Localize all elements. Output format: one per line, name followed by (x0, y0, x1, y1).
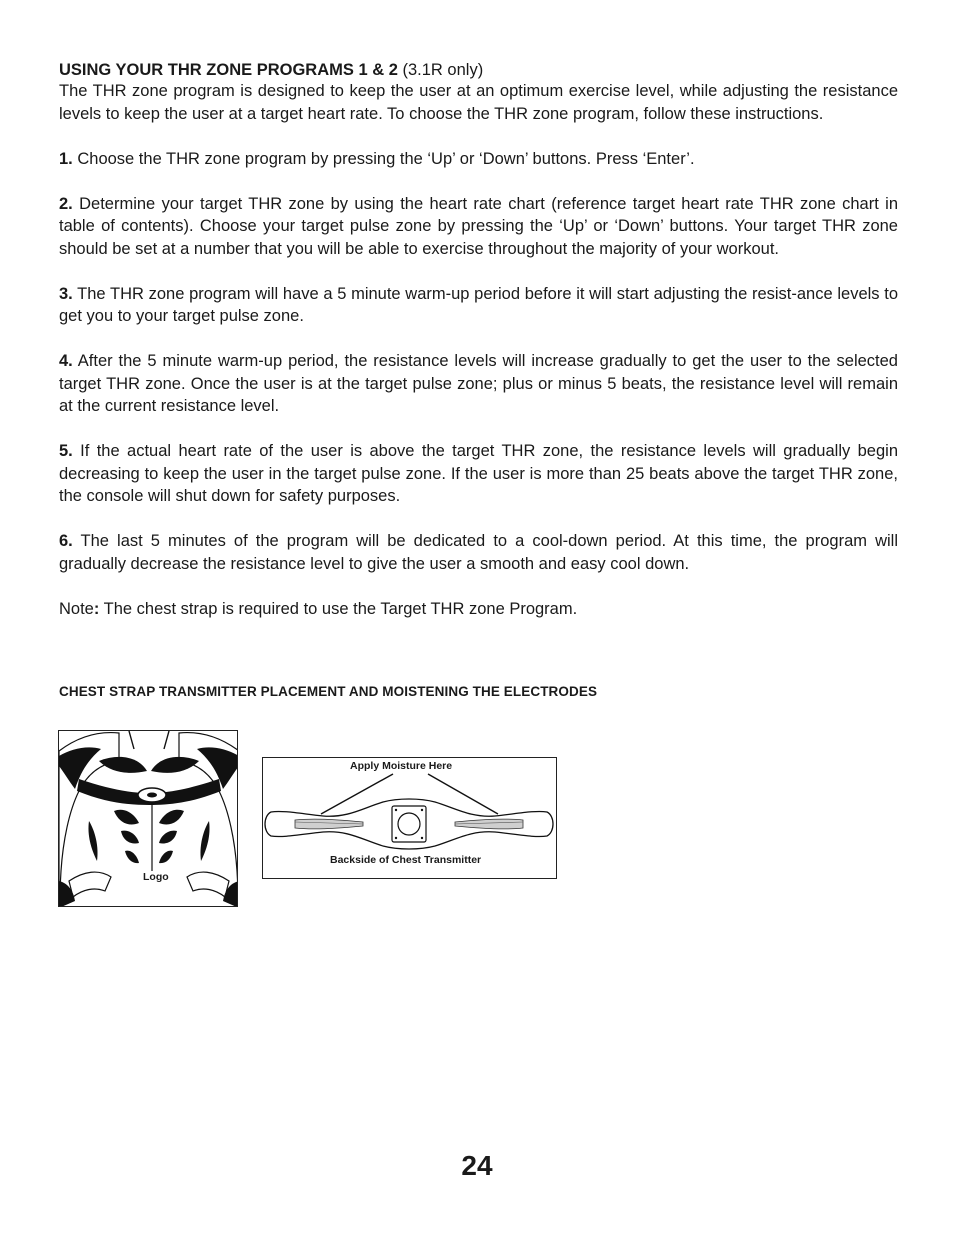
step-6 (59, 530, 898, 575)
apply-moisture-label: Apply Moisture Here (350, 760, 453, 772)
chest-strap-subheading: CHEST STRAP TRANSMITTER PLACEMENT AND MOISTENING THE ELECTRODES (59, 684, 598, 699)
step-text: The last 5 minutes of the program will be dedicated to a cool-down period. At this time, the program will gradually decrease the resistance level to give the user a smooth and easy cool down. (59, 532, 898, 573)
step-number: 5. (59, 442, 73, 460)
section-heading (59, 60, 898, 80)
note-colon: : (93, 599, 100, 618)
transmitter-figure (262, 757, 557, 879)
note-label: Note (59, 599, 94, 618)
step-text: Choose the THR zone program by pressing the ‘Up’ or ‘Down’ buttons. Press ‘Enter’. (72, 149, 695, 168)
logo-label: Logo (143, 871, 169, 883)
step-text: If the actual heart rate of the user is above the target THR zone, the resistance levels will gradually begin decreasing to keep the user in the target pulse zone. If the user is more than 25 beats above the target THR zone, the console will shut down for safety purposes. (59, 442, 898, 505)
section-title-suffix: (3.1R only) (397, 61, 484, 79)
intro-paragraph: The THR zone program is designed to keep the user at an optimum exercise level, while adjusting the resistance levels to keep the user at a target heart rate. To choose the THR zone program, follow these instructions. (59, 82, 898, 123)
step-number: 1. (59, 149, 73, 168)
step-number: 3. (59, 284, 73, 303)
step-text: The THR zone program will have a 5 minute warm-up period before it will start adjusting the resist-ance levels to get you to your target pulse zone. (59, 284, 898, 325)
step-number: 2. (59, 194, 73, 213)
transmitter-caption: Backside of Chest Transmitter (330, 854, 482, 866)
step-5 (59, 440, 898, 508)
step-1 (59, 148, 898, 171)
note-paragraph (59, 598, 898, 621)
step-text: Determine your target THR zone by using the heart rate chart (reference target heart rate THR zone chart in table of contents). Choose your target pulse zone by pressing the ‘Up’ or ‘Down’ buttons. Your target THR zone should be set at a number that you will be able to exercise throughout the majority of your workout. (59, 194, 898, 258)
torso-figure (58, 730, 238, 907)
step-number: 6. (59, 532, 73, 550)
step-4 (59, 350, 898, 418)
note-text: The chest strap is required to use the Target THR zone Program. (99, 599, 578, 618)
section-title: USING YOUR THR ZONE PROGRAMS 1 & 2 (59, 61, 398, 79)
step-text: After the 5 minute warm-up period, the resistance levels will increase gradually to get the user to the selected target THR zone. Once the user is at the target pulse zone; plus or minus 5 beats, the resistance level will remain at the current resistance level. (59, 352, 898, 415)
page-number: 24 (461, 1150, 493, 1181)
step-2 (59, 193, 898, 261)
document-body (59, 60, 898, 620)
step-number: 4. (59, 352, 73, 370)
step-3 (59, 283, 898, 328)
